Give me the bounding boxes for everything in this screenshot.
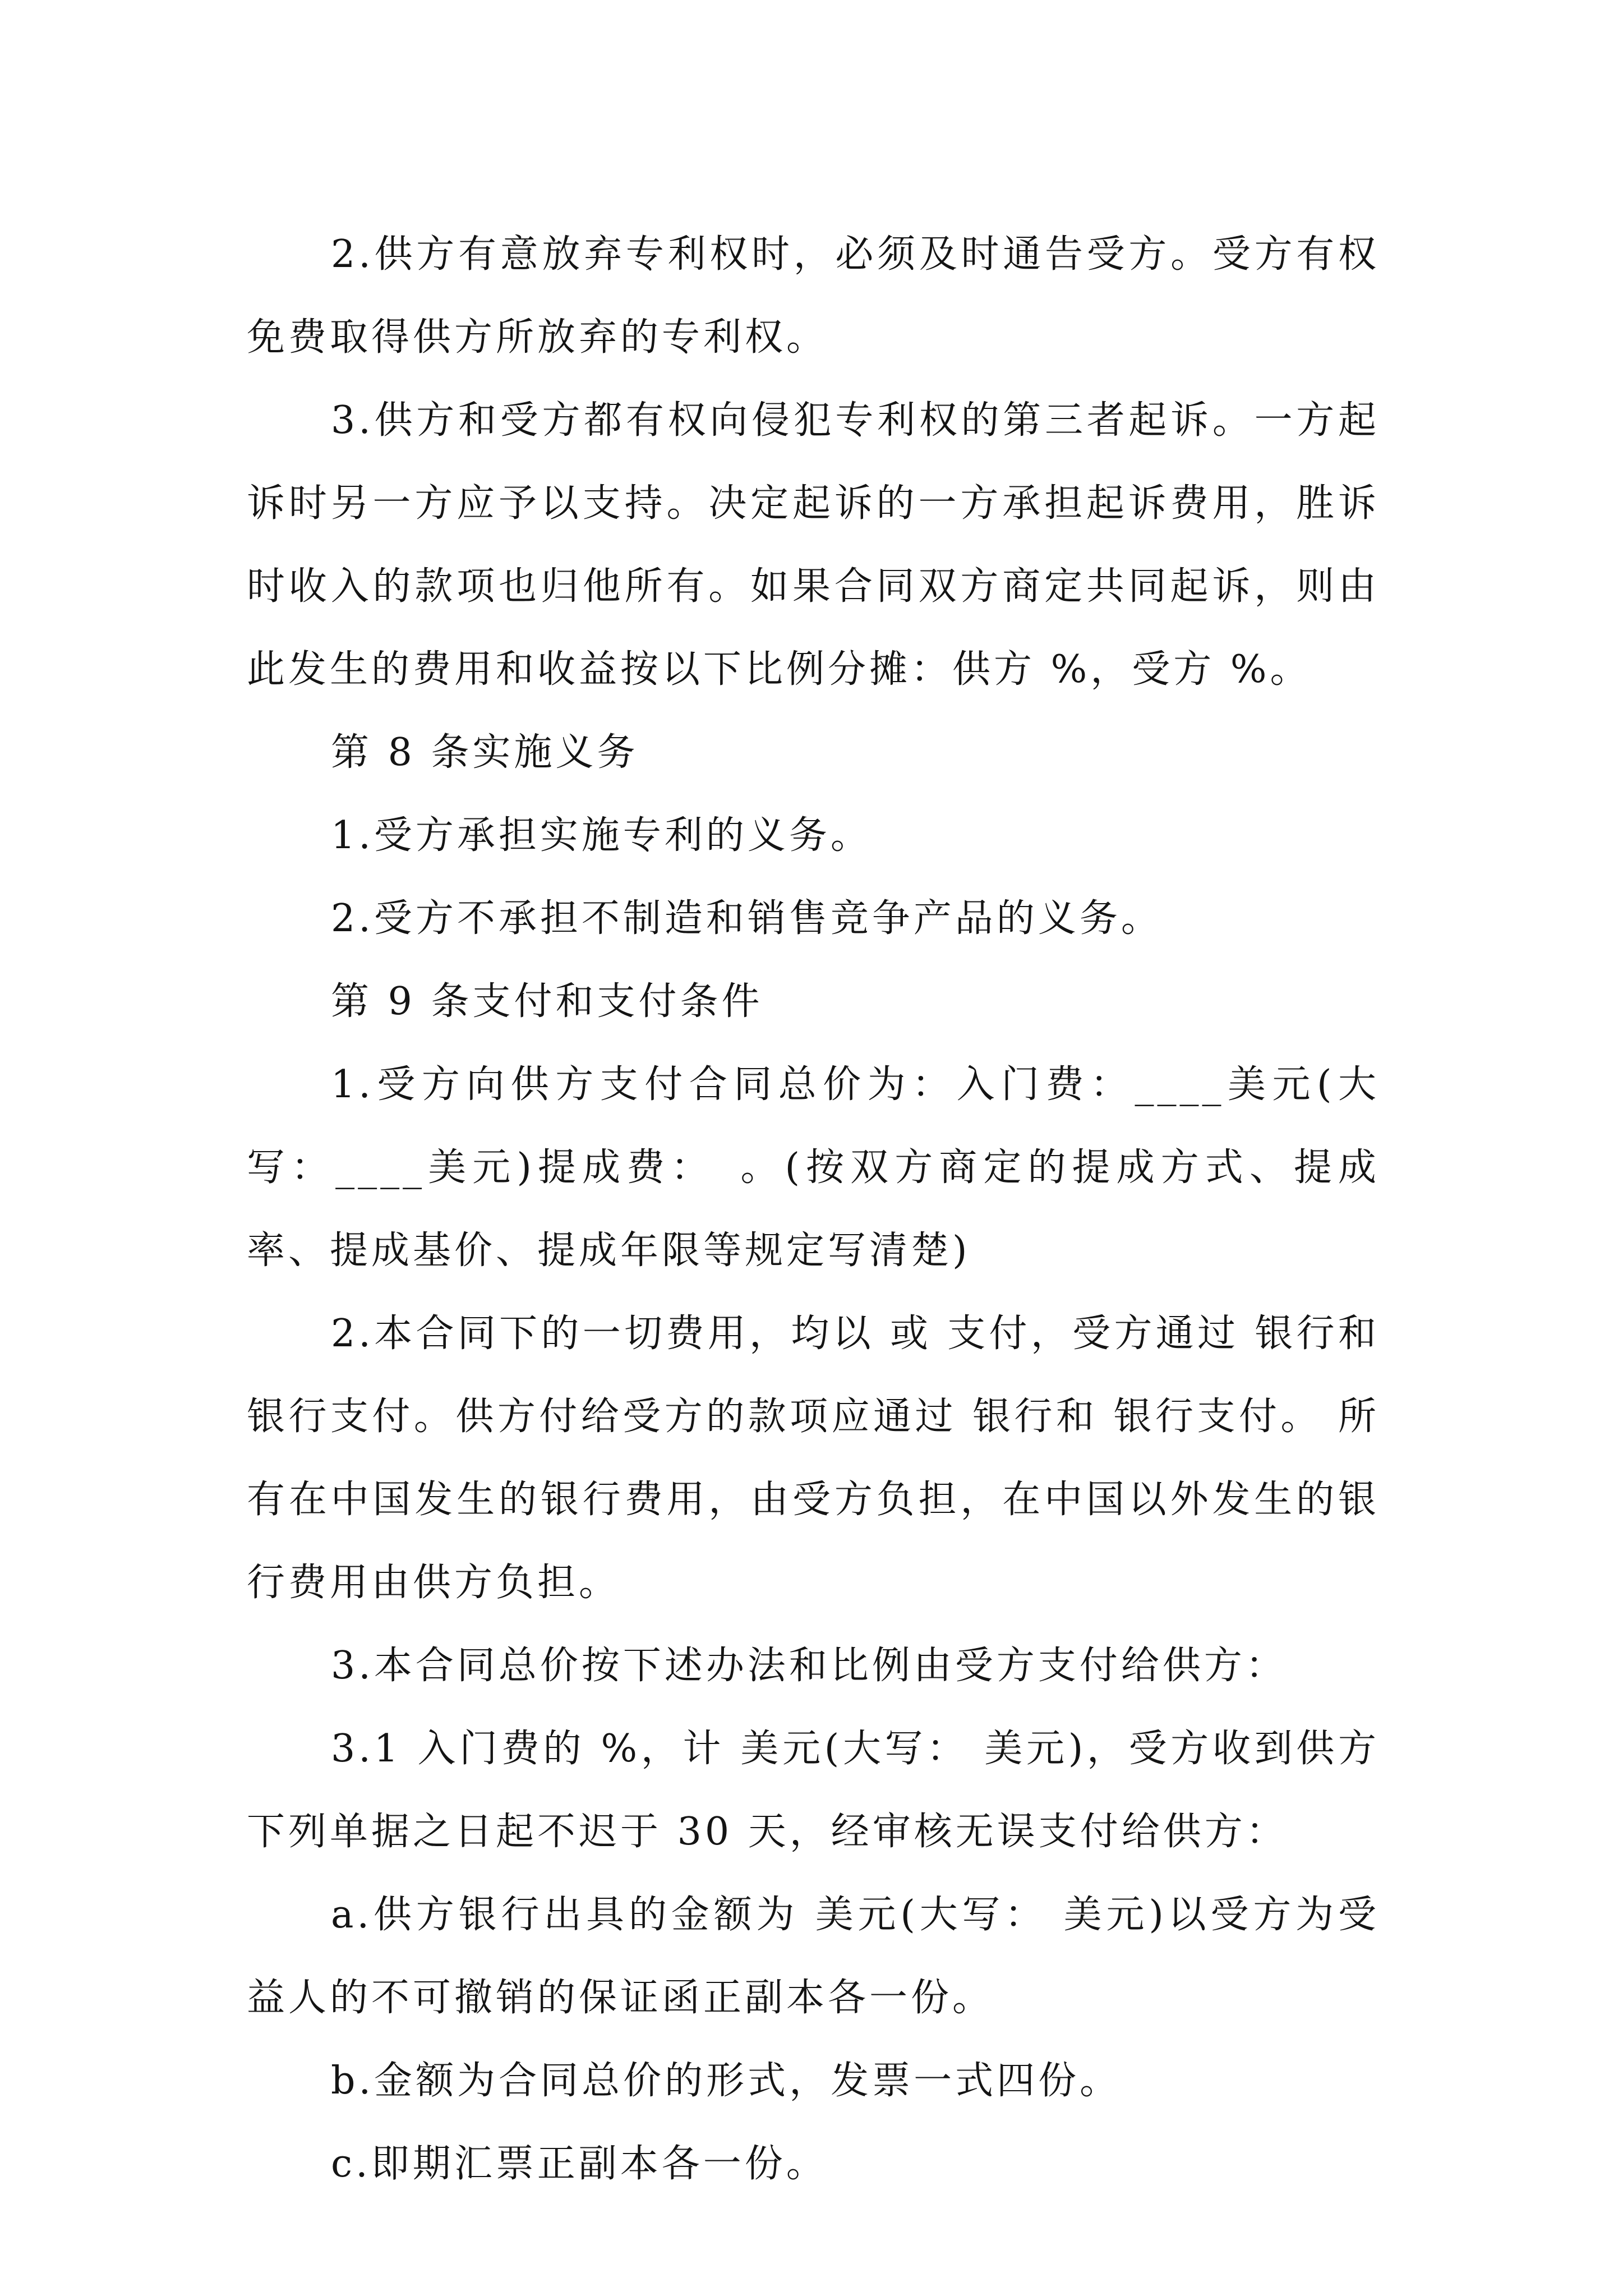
item-a-paragraph: a.供方银行出具的金额为 美元(大写： 美元)以受方为受益人的不可撤销的保证函正副本各一份。 bbox=[247, 1893, 1380, 2020]
clause-9-2-paragraph: 2.本合同下的一切费用，均以 或 支付，受方通过 银行和 银行支付。供方付给受方的款项应通过 银行和 银行支付。 所有在中国发生的银行费用，由受方负担，在中国以外发生的银行费用由供方负担。 bbox=[247, 1312, 1380, 1605]
clause-8-2-paragraph: 2.受方不承担不制造和销售竞争产品的义务。 bbox=[331, 896, 1163, 941]
clause-8-1-paragraph: 1.受方承担实施专利的义务。 bbox=[331, 813, 872, 858]
clause-7-3-paragraph: 3.供方和受方都有权向侵犯专利权的第三者起诉。一方起诉时另一方应予以支持。决定起诉的一方承担起诉费用，胜诉时收入的款项也归他所有。如果合同双方商定共同起诉，则由此发生的费用和收益按以下比例分摊：供方 %，受方 %。 bbox=[247, 398, 1380, 692]
clause-9-1-paragraph: 1.受方向供方支付合同总价为：入门费：____美元(大写：____美元)提成费： 。(按双方商定的提成方式、提成率、提成基价、提成年限等规定写清楚) bbox=[247, 1062, 1380, 1273]
clause-9-3-1-paragraph: 3.1 入门费的 %，计 美元(大写： 美元)，受方收到供方下列单据之日起不迟于 30 天，经审核无误支付给供方： bbox=[247, 1727, 1380, 1854]
article-8-heading: 第 8 条实施义务 bbox=[331, 730, 639, 775]
item-b-paragraph: b.金额为合同总价的形式，发票一式四份。 bbox=[331, 2059, 1122, 2103]
article-9-heading: 第 9 条支付和支付条件 bbox=[331, 979, 763, 1024]
item-c-paragraph: c.即期汇票正副本各一份。 bbox=[331, 2142, 828, 2186]
clause-7-2-paragraph: 2.供方有意放弃专利权时，必须及时通告受方。受方有权免费取得供方所放弃的专利权。 bbox=[247, 232, 1380, 360]
clause-9-3-paragraph: 3.本合同总价按下述办法和比例由受方支付给供方： bbox=[331, 1644, 1287, 1688]
document-body bbox=[247, 213, 1380, 2206]
